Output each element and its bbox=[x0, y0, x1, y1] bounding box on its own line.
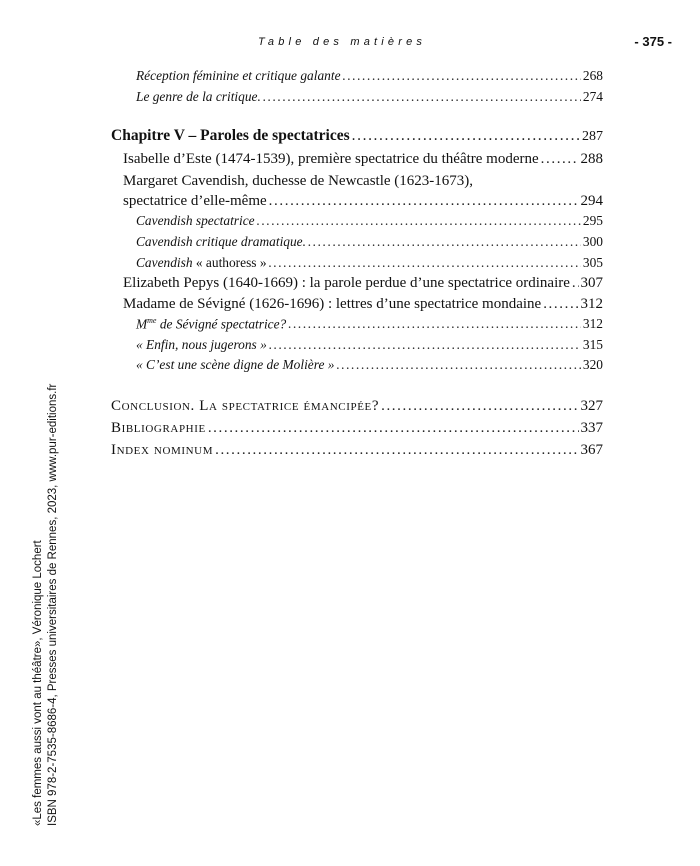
toc-entry-title: Isabelle d’Este (1474-1539), première spectatrice du théâtre moderne bbox=[123, 151, 539, 167]
toc-entry-title: Madame de Sévigné (1626-1696) : lettres d’une spectatrice mondaine bbox=[123, 296, 542, 312]
toc-entry-title-suffix: « authoress » bbox=[195, 255, 267, 270]
leader-dots bbox=[572, 275, 579, 292]
toc-entry bbox=[0, 89, 700, 109]
superscript: me bbox=[147, 316, 157, 325]
leader-dots bbox=[269, 255, 581, 271]
toc-entry-title: Cavendish spectatrice bbox=[136, 213, 255, 228]
toc-entry-title: Conclusion. La spectatrice émancipée? bbox=[111, 398, 380, 414]
toc-entry-page: 315 bbox=[582, 337, 603, 352]
page-number: - 375 - bbox=[634, 34, 672, 49]
toc-entry-title: « C’est une scène digne de Molière » bbox=[136, 357, 335, 372]
leader-dots bbox=[288, 316, 581, 332]
toc-chapter-entry bbox=[0, 127, 700, 147]
toc-entry-page: 294 bbox=[580, 193, 603, 209]
toc-entry bbox=[0, 275, 700, 295]
side-credit-line2: ISBN 978-2-7535-8686-4, Presses universitaires de Rennes, 2023, www.pur-editions.fr bbox=[47, 383, 59, 826]
toc-entry bbox=[0, 420, 700, 440]
toc-entry bbox=[0, 337, 700, 357]
toc-entry-title: Cavendish critique dramatique. bbox=[136, 234, 306, 249]
toc-entry-page: 327 bbox=[580, 398, 603, 414]
toc-entry bbox=[0, 193, 700, 213]
toc-entry-page: 287 bbox=[582, 129, 603, 144]
toc-entry bbox=[0, 357, 700, 377]
toc-entry bbox=[0, 255, 700, 275]
leader-dots bbox=[352, 127, 580, 145]
toc-entry-title: Cavendish « authoress » bbox=[136, 255, 267, 270]
leader-dots bbox=[208, 420, 579, 437]
leader-dots bbox=[257, 213, 581, 229]
toc-entry-title: Index nominum bbox=[111, 442, 214, 458]
side-credit-line1: «Les femmes aussi vont au théâtre», Véronique Lochert bbox=[32, 540, 44, 826]
toc-entry bbox=[0, 68, 700, 88]
toc-entry-page: 274 bbox=[582, 89, 603, 104]
toc-entry-title: $M^{me}$ de Sévigné spectatrice? bbox=[136, 316, 287, 332]
toc-entry-title: Bibliographie bbox=[111, 420, 206, 436]
toc-entry bbox=[0, 316, 700, 336]
toc-entry-title: spectatrice d’elle-même bbox=[123, 193, 267, 209]
toc-entry-page: 312 bbox=[582, 316, 603, 332]
leader-dots bbox=[381, 398, 578, 415]
toc-entry bbox=[0, 398, 700, 418]
toc-entry-page: 300 bbox=[582, 234, 603, 249]
toc-entry-title: Margaret Cavendish, duchesse de Newcastle (1623-1673), bbox=[123, 173, 474, 189]
leader-dots bbox=[269, 337, 581, 353]
toc-entry-title: Chapitre V – Paroles de spectatrices bbox=[111, 127, 350, 144]
running-head: Table des matières bbox=[258, 36, 427, 48]
toc-entry bbox=[0, 213, 700, 233]
toc-entry-page: 307 bbox=[580, 275, 603, 291]
leader-dots bbox=[269, 193, 579, 210]
leader-dots bbox=[343, 68, 581, 84]
leader-dots bbox=[541, 151, 579, 168]
toc-entry bbox=[0, 442, 700, 462]
toc-entry-page: 288 bbox=[580, 151, 603, 167]
toc-entry-page: 320 bbox=[582, 357, 603, 372]
leader-dots bbox=[215, 442, 578, 459]
toc-entry-title: « Enfin, nous jugerons » bbox=[136, 337, 267, 352]
toc-entry bbox=[0, 151, 700, 171]
toc-entry bbox=[0, 234, 700, 254]
toc-entry-page: 337 bbox=[580, 420, 603, 436]
leader-dots bbox=[308, 234, 581, 250]
leader-dots bbox=[336, 357, 580, 373]
side-credit bbox=[31, 384, 61, 826]
toc-entry-title: Elizabeth Pepys (1640-1669) : la parole perdue d’une spectatrice ordinaire bbox=[123, 275, 570, 291]
toc-entry-page: 367 bbox=[580, 442, 603, 458]
toc-entry-page: 305 bbox=[582, 255, 603, 270]
toc-entry-page: 312 bbox=[580, 296, 603, 312]
toc-entry-page: 268 bbox=[582, 68, 603, 83]
leader-dots bbox=[263, 89, 581, 105]
toc-entry-page: 295 bbox=[582, 213, 603, 228]
toc-entry-title: Réception féminine et critique galante bbox=[136, 68, 341, 83]
leader-dots bbox=[543, 296, 578, 313]
toc-entry-title: Le genre de la critique. bbox=[136, 89, 261, 104]
toc-entry bbox=[0, 296, 700, 316]
